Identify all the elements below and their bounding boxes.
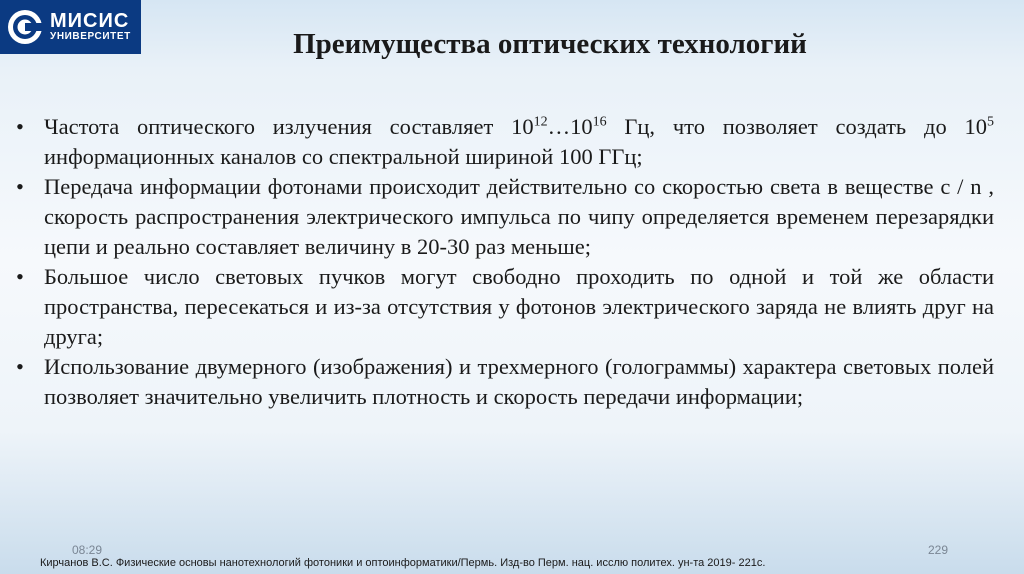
footer-time: 08:29 <box>72 543 103 557</box>
superscript: 5 <box>987 114 994 130</box>
bullet-text: Передача информации фотонами происходит действительно со скоростью света в веществе c / n , скорость распространения электрического импульса по чипу определяется временем перезарядки цепи и реально составляет величину в 20-30 раз меньше; <box>44 174 994 259</box>
bullet-item <box>16 112 994 172</box>
bullet-marker: • <box>16 354 24 379</box>
bullet-text-part: информационных каналов со спектральной шириной 100 ГГц; <box>44 144 643 169</box>
bullet-item <box>16 172 994 262</box>
bullet-text: Использование двумерного (изображения) и трехмерного (голограммы) характера световых полей позволяет значительно увеличить плотность и скорость передачи информации; <box>44 354 994 409</box>
page-number: 229 <box>928 543 949 557</box>
bullet-list <box>16 112 994 412</box>
misis-logo-icon <box>6 8 44 46</box>
university-logo <box>0 0 141 54</box>
bullet-marker: • <box>16 264 24 289</box>
bullet-text-part: …10 <box>547 114 593 139</box>
logo-line1: МИСИС <box>50 10 130 32</box>
superscript: 16 <box>592 114 607 130</box>
bullet-marker: • <box>16 114 24 139</box>
logo-line2: УНИВЕРСИТЕТ <box>50 31 131 42</box>
bullet-text-part: Гц, что позволяет создать до 10 <box>606 114 987 139</box>
bullet-item <box>16 352 994 412</box>
bullet-text: Большое число световых пучков могут свободно проходить по одной и той же области пространства, пересекаться и из-за отсутствия у фотонов электрического заряда не влиять друг на друга; <box>44 264 994 349</box>
bullet-item <box>16 262 994 352</box>
slide-title: Преимущества оптических технологий <box>293 28 807 60</box>
superscript: 12 <box>533 114 548 130</box>
bullet-text-part: Частота оптического излучения составляет 10 <box>44 114 534 139</box>
footer-citation: Кирчанов В.С. Физические основы нанотехнологий фотоники и оптоинформатики/Пермь. Изд-во Перм. нац. исслю политех. ун-та 2019- 221с. <box>40 557 766 569</box>
bullet-marker: • <box>16 174 24 199</box>
